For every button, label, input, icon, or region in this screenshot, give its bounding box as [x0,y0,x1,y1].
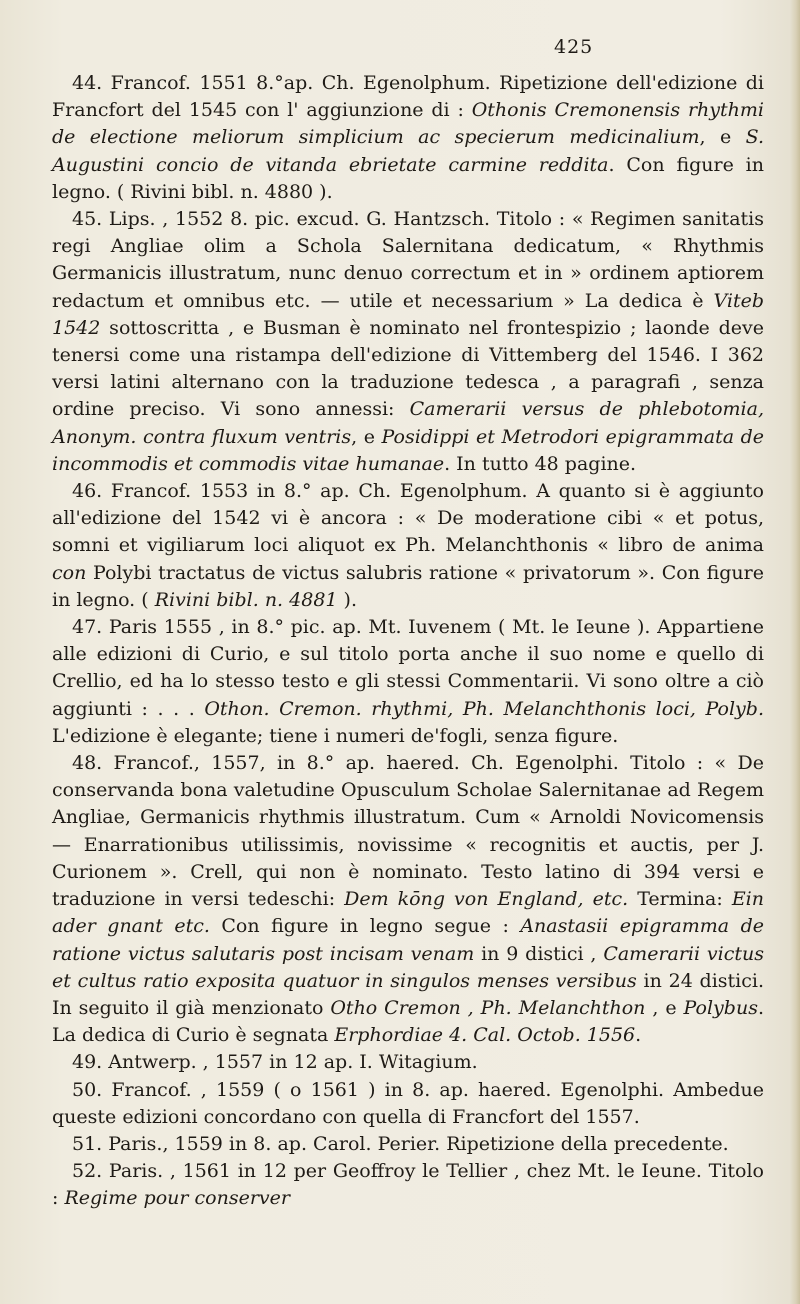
entry-text: 49. Antwerp. , 1557 in 12 ap. I. Witagium. [72,1051,478,1074]
entry-text: 45. Lips. , 1552 8. pic. excud. G. Hantzsch. Titolo : « Regimen sanitatis regi Angliae olim a Schola Salernitana dedicatum, « Rhythmis Germanicis illustratum, nunc denuo correctum et in » ordinem aptiorem redactum et omnibus etc. — utile et necessarium » La dedica è [52,208,764,312]
entry-text: 52. Paris. , 1561 in 12 per Geoffroy le Tellier , chez Mt. le Ieune. Titolo : [52,1160,764,1210]
italic-title-text: Viteb 1542 [52,289,764,339]
italic-title-text: Posidippi et Metrodori epigrammata de incommodis et commodis vitae humanae [52,425,764,475]
entry-text: . [635,1024,642,1047]
bibliography-entry [52,1131,764,1158]
italic-title-text: Otho Cremon , Ph. Melanchthon [330,996,646,1019]
entry-text: . In tutto 48 pagine. [444,452,637,475]
italic-title-text: Anastasii epigramma de ratione victus salutaris post incisam venam [52,915,764,965]
page-number: 425 [554,36,594,58]
entry-text: 44. Francof. 1551 8.°ap. Ch. Egenolphum. Ripetizione dell'edizione di Francfort del 1545 con l' aggiunzione di : [52,72,764,122]
bibliography-entry [52,1077,764,1131]
entry-text: 48. Francof., 1557, in 8.° ap. haered. Ch. Egenolphi. Titolo : « De conservanda bona valetudine Opusculum Scholae Salernitanae ad Regem Angliae, Germanicis rhythmis illustratum. Cum « Arnoldi Novicomensis — Enarrationibus utilissimis, novissime « recognitis et auctis, per J. Curionem ». Crell, qui non è nominato. Testo latino di 394 versi e traduzione in versi tedeschi: [52,752,764,911]
italic-title-text: Rivini bibl. n. 4881 [154,588,338,611]
italic-title-text: Othonis Cremonensis rhythmi de electione meliorum simplicium ac specierum medicinalium [52,99,764,149]
bibliography-entry [52,1049,764,1076]
italic-title-text: Othon. Cremon. rhythmi, Ph. Melanchthonis loci, Polyb. [204,697,764,720]
italic-title-text: S. Augustini concio de vitanda ebrietate carmine reddita [52,126,764,176]
entry-text: 47. Paris 1555 , in 8.° pic. ap. Mt. Iuvenem ( Mt. le Ieune ). Appartiene alle edizioni di Curio, e sul titolo porta anche il suo nome e quello di Crellio, ed ha lo stesso testo e gli stessi Commentarii. Vi sono oltre a ciò aggiunti : . . . [52,616,764,720]
page-edge-shadow [790,0,800,1304]
bibliography-entry [52,206,764,478]
entry-text: 50. Francof. , 1559 ( o 1561 ) in 8. ap. haered. Egenolphi. Ambedue queste edizioni concordano con quella di Francfort del 1557. [52,1078,764,1128]
bibliography-entry [52,70,764,206]
entry-text: , e [645,996,684,1019]
entry-text: sottoscritta , e Busman è nominato nel frontespizio ; laonde deve tenersi come una ristampa dell'edizione di Vittemberg del 1546. I 362 versi latini alternano con la traduzione tedesca , a paragrafi , senza ordine preciso. Vi sono annessi: [52,316,764,421]
bibliography-entry [52,1158,764,1212]
italic-title-text: Erphordiae 4. Cal. Octob. 1556 [334,1024,636,1047]
entry-text: . Con figure in legno. ( Rivini bibl. n. 4880 ). [52,153,764,203]
italic-title-text: con [52,561,87,584]
italic-title-text: Regime pour conserver [64,1187,290,1210]
entry-text: , e [699,126,746,149]
entry-text: . La dedica di Curio è segnata [52,996,764,1047]
entry-text: , e [351,425,382,448]
entry-text: ). [337,588,357,611]
bibliography-entries [52,70,764,1213]
entry-text: 51. Paris., 1559 in 8. ap. Carol. Perier. Ripetizione della precedente. [72,1132,729,1155]
italic-title-text: Camerarii victus et cultus ratio exposita quatuor in singulos menses versibus [52,942,764,992]
bibliography-entry [52,750,764,1049]
entry-text: 46. Francof. 1553 in 8.° ap. Ch. Egenolphum. A quanto si è aggiunto all'edizione del 1542 vi è ancora : « De moderatione cibi « et potus, somni et vigiliarum loci aliquot ex Ph. Melanchthonis « libro de anima [52,480,764,557]
entry-text: L'edizione è elegante; tiene i numeri de'fogli, senza figure. [52,724,619,747]
italic-title-text: Ein ader gnant etc. [52,888,764,938]
italic-title-text: Dem kōng von England, etc. [344,888,629,911]
entry-text: Termina: [628,888,732,911]
bibliography-entry [52,478,764,614]
entry-text: in 24 distici. In seguito il già menzionato [52,969,764,1019]
entry-text: in 9 distici , [474,942,604,965]
italic-title-text: Polybus [683,996,758,1019]
italic-title-text: Camerarii versus de phlebotomia, Anonym. contra fluxum ventris [52,398,764,448]
entry-text: Con figure in legno segue : [209,915,521,938]
entry-text: Polybi tractatus de victus salubris ratione « privatorum ». Con figure in legno. ( [52,561,764,611]
bibliography-entry [52,614,764,750]
